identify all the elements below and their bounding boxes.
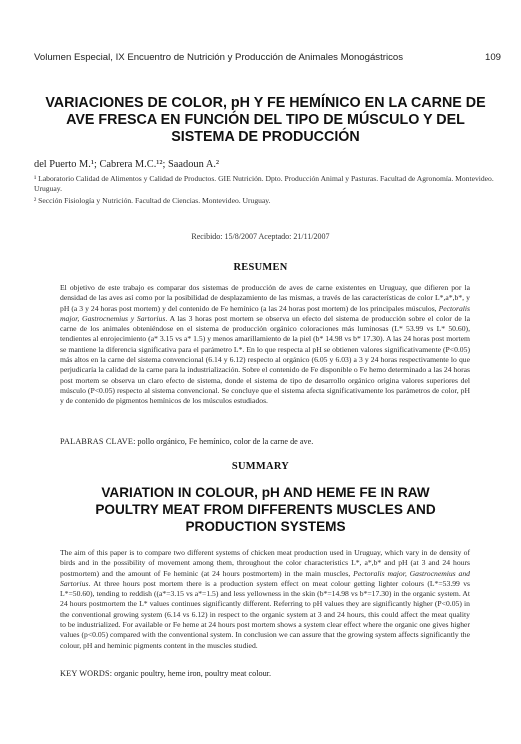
summary-body [60,548,470,651]
palabras-clave-text: : pollo orgánico, Fe hemínico, color de la carne de ave. [133,437,314,446]
key-words-label: KEY WORDS [60,669,110,678]
journal-name: Volumen Especial, IX Encuentro de Nutrición y Producción de Animales Monogástricos [34,52,404,63]
title-en-line-1: VARIATION IN COLOUR, pH AND HEME FE IN RAW [101,485,430,500]
title-es-line-3: SISTEMA DE PRODUCCIÓN [171,129,360,145]
resumen-muscles-italic: Pectoralis major, Gastrocnemius y Sartorius [60,303,470,323]
authors: del Puerto M.¹; Cabrera M.C.¹²; Saadoun A.² [34,159,220,170]
affiliation-2: ² Sección Fisiología y Nutrición. Facultad de Ciencias. Montevideo. Uruguay. [34,196,271,205]
page-number: 109 [484,52,501,63]
affiliation-1: ¹ Laboratorio Calidad de Alimentos y Calidad de Productos. GIE Nutrición. Dpto. Producción Animal y Pasturas. Facultad de Agronomía. Montevideo. Uruguay. [34,174,494,193]
resumen-text-2: . A las 3 horas post mortem se observa un efecto del sistema de producción sobre el color de la carne de los animales obteniéndose en el sistema de producción orgánico coloraciones más luminosas (L* 53.99 vs L* 50.60), tendientes al enrojecimiento (a* 3.15 vs a* 1.5) y menos amarillamiento de la piel (b* 14.98 vs b* 17.30). A las 24 horas post mortem se mantiene la diferencia significativa para el parámetro L*. En lo que respecta al pH se obtienen valores significativamente (P<0.05) más altos en la carne del sistema convencional (6.14 y 6.12) respecto al orgánico (6.05 y 6.03) a 3 y 24 horas respectivamente lo que perjudicaría la calidad de la carne para la industrialización. Sobre el contenido de Fe disponible o Fe hemo determinado a las 24 horas post mortem se observa un claro efecto de sistema, donde el sistema de tipo de desarrollo orgánico origina valores superiores del músculo (P<0.05) respecto al sistema convencional. Se concluye que el sistema afecta significativamente los parámetros de color, pH y de contenido de pigmentos hemínicos de los músculos estudiados. [60,313,470,406]
key-words-text: : organic poultry, heme iron, poultry meat colour. [109,669,272,678]
received-accepted-dates: Recibido: 15/8/2007 Aceptado: 21/11/2007 [191,232,330,241]
resumen-text-1: El objetivo de este trabajo es comparar dos sistemas de producción de aves de carne existentes en Uruguay, que difieren por la densidad de las aves así como por la posibilidad de desplazamiento de las mismas, a través de las características de color L*,a*,b*, y pH (a 3 y 24 horas post mortem) y del contenido de Fe hemínico (a las 24 horas post mortem) de los principales músculos, [60,283,470,313]
key-words [60,669,490,678]
running-header [34,52,501,63]
summary-heading: SUMMARY [231,461,290,472]
article-title-es [30,95,501,146]
article-title-en [30,484,501,535]
title-en-line-2: POULTRY MEAT FROM DIFFERENTS MUSCLES AND [95,502,436,517]
resumen-body [60,283,470,407]
resumen-heading: RESUMEN [233,262,288,273]
palabras-clave [60,437,490,446]
summary-text-1: The aim of this paper is to compare two different systems of chicken meat production used in Uruguay, which vary in de density of birds and in the possibility of movement among them, throughout the color characteristics L*, a*,b* and pH (at 3 and 24 hours postmortem) and the amount of Fe heminic (at 24 hours postmortem) in the main muscles, [60,548,470,578]
title-en-line-3: PRODUCTION SYSTEMS [185,519,346,534]
summary-text-2: . At three hours post mortem there is a production system effect on meat colour getting lighter colours (L*=53.99 vs L*=50.60), tending to reddish ((a*=3.15 vs a*=1.5) and less yellowness in the skin (b*=14.98 vs b*=17.30) in the organic system. At 24 hours postmortem the L* values continues significantly different. Referring to pH values they are significantly higher (P<0.05) in the conventional growing system (6.14 vs 6.12) in respect to the organic system at 3 and 24 hours, this could affect the meat quality to be industrialized. For available or Fe heme at 24 hours post mortem shows a system clear effect where the organic one gives higher values (p<0.05) compared with the conventional system. In conclusion we can assure that the growing system affects significantly the colour, pH and heminic pigments content in the muscles studied. [60,578,470,650]
palabras-clave-label: PALABRAS CLAVE [60,437,134,446]
title-es-line-2: AVE FRESCA EN FUNCIÓN DEL TIPO DE MÚSCULO Y DEL [66,112,465,128]
summary-muscles-italic: Pectoralis major, Gastrocnemius and Sartorius [60,568,470,588]
title-es-line-1: VARIACIONES DE COLOR, pH Y FE HEMÍNICO EN LA CARNE DE [45,95,486,111]
